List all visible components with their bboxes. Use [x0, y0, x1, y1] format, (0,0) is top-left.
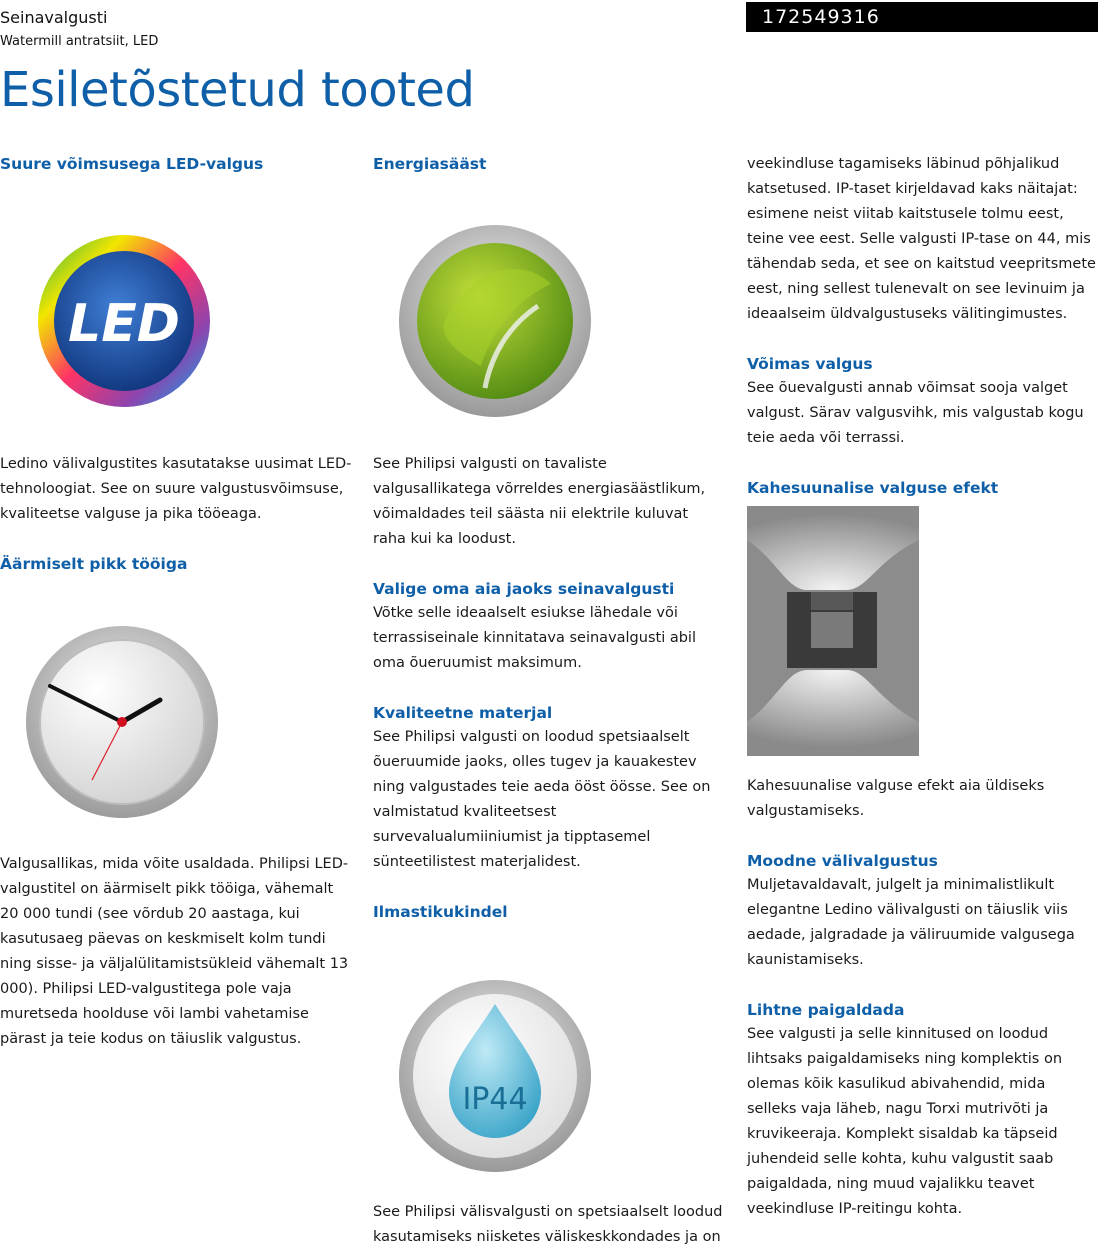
section-title-weatherproof: Ilmastikukindel	[373, 903, 508, 921]
section-title-lifetime: Äärmiselt pikk tööiga	[0, 555, 188, 573]
leaf-icon	[373, 176, 725, 452]
section-body-powerful-light: See õuevalgusti annab võimsat sooja valget valgust. Särav valgusvihk, mis valgustab kogu teie aeda või terrassi.	[747, 380, 1084, 446]
product-code-box: 172549316	[746, 2, 1098, 32]
section-body-energy: See Philipsi valgusti on tavaliste valgusallikatega võrreldes energiasäästlikum, võimaldades teil säästa nii elektrile kuluvat raha kui ka loodust.	[373, 456, 706, 547]
section-title-led: Suure võimsusega LED-valgus	[0, 155, 264, 173]
section-title-bidirectional: Kahesuunalise valguse efekt	[747, 479, 999, 497]
product-subtitle: Watermill antratsiit, LED	[0, 34, 159, 49]
column-1	[0, 152, 352, 1052]
section-title-choose: Valige oma aia jaoks seinavalgusti	[373, 580, 675, 598]
section-title-material: Kvaliteetne materjal	[373, 704, 553, 722]
section-title-powerful-light: Võimas valgus	[747, 355, 873, 373]
section-body-choose: Võtke selle ideaalselt esiukse lähedale või terrassiseinale kinnitatava seinavalgusti abil oma õueruumist maksimum.	[373, 605, 696, 671]
section-body-led: Ledino välivalgustites kasutatakse uusimat LED-tehnoloogiat. See on suure valgustusvõimsuse, kvaliteetse valguse ja pika tööeaga.	[0, 456, 352, 522]
wall-light-photo	[747, 500, 1098, 774]
section-title-energy: Energiasääst	[373, 155, 487, 173]
clock-icon	[0, 576, 352, 852]
section-body-weatherproof-cont: veekindluse tagamiseks läbinud põhjalikud katsetused. IP-taset kirjeldavad kaks näitajat: esimene neist viitab kaitstusele tolmu eest, teine vee eest. Selle valgusti IP-tase on 44, mis tähendab seda, et see on kaitstud veepritsmete eest, ning sellest tulenevalt on see levinuim ja ideaalseim üldvalgustuseks välitingimustes.	[747, 156, 1096, 322]
product-name: Seinavalgusti	[0, 8, 108, 27]
column-3	[747, 152, 1098, 1222]
section-body-easy-install: See valgusti ja selle kinnitused on loodud lihtsaks paigaldamiseks ning komplektis on olemas kõik kasulikud abivahendid, mida selleks vaja läheb, nagu Torxi mutrivõti ja kruvikeeraja. Komplekt sisaldab ka täpseid juhendeid selle kohta, kuhu valgustit saab paigaldada, ning muud vajalikku teavet veekindluse IP-reitingu kohta.	[747, 1026, 1063, 1217]
ip44-icon-text: IP44	[462, 1082, 528, 1117]
section-body-lifetime: Valgusallikas, mida võite usaldada. Philipsi LED-valgustitel on äärmiselt pikk tööiga, vähemalt 20 000 tundi (see võrdub 20 aastaga, kui kasutusaeg päevas on keskmiselt kolm tundi ning sisse- ja väljalülitamistsükleid vähemalt 13 000). Philipsi LED-valgustitega pole vaja muretseda hoolduse või lambi vahetamise pärast ja teie kodus on täiuslik valgustus.	[0, 856, 349, 1047]
section-body-material: See Philipsi valgusti on loodud spetsiaalselt õueruumide jaoks, olles tugev ja kauakestev ning valgustades teie aeda ööst öösse. See on valmistatud kvaliteetsest survevalualumiiniumist ja tipptasemel sünteetilistest materjalidest.	[373, 729, 711, 870]
page-title: Esiletõstetud tooted	[0, 62, 475, 118]
section-body-weatherproof: See Philipsi välisvalgusti on spetsiaalselt loodud kasutamiseks niisketes väliskeskkondades ja on	[373, 1204, 723, 1245]
column-2	[373, 152, 725, 1250]
ip44-icon	[373, 924, 725, 1200]
section-title-modern: Moodne välivalgustus	[747, 852, 938, 870]
section-body-bidirectional: Kahesuunalise valguse efekt aia üldiseks valgustamiseks.	[747, 778, 1045, 819]
section-title-easy-install: Lihtne paigaldada	[747, 1001, 905, 1019]
led-icon	[0, 176, 352, 452]
section-body-modern: Muljetavaldavalt, julgelt ja minimalistlikult elegantne Ledino välivalgusti on täiuslik viis aedade, jalgradade ja väliruumide valgusega kaunistamiseks.	[747, 877, 1075, 968]
led-icon-text: LED	[68, 294, 180, 354]
